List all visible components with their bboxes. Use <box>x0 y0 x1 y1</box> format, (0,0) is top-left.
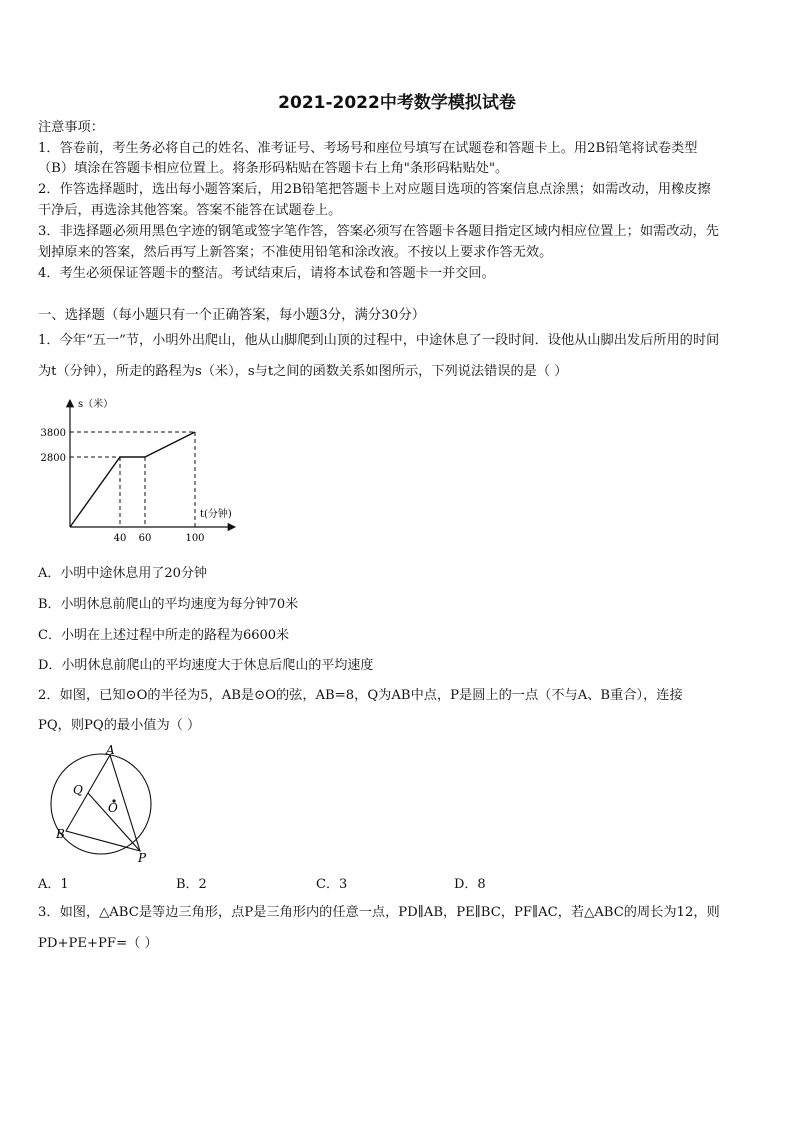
q1-option-d: D．小明休息前爬山的平均速度大于休息后爬山的平均速度 <box>38 658 374 673</box>
triangle-abp <box>66 755 140 851</box>
label-p: P <box>138 851 147 865</box>
notes-line: 划掉原来的答案，然后再写上新答案；不准使用铅笔和涂改液。不按以上要求作答无效。 <box>38 245 553 260</box>
q2-option-c: C．3 <box>316 877 348 892</box>
notes-line: 3．非选择题必须用黑色字迹的钢笔或签字笔作答，答案必须写在答题卡各题目指定区域内相应位置上；如需改动，先 <box>38 224 719 239</box>
q3-stem-line1: 3．如图，△ABC是等边三角形，点P是三角形内的任意一点，PD∥AB，PE∥BC，PF∥AC，若△ABC的周长为12，则 <box>38 905 720 920</box>
label-b: B <box>56 827 65 841</box>
section-heading: 一、选择题（每小题只有一个正确答案，每小题3分，满分30分） <box>38 308 426 323</box>
x-tick-label: 40 <box>113 533 127 544</box>
notes-line: 1．答卷前，考生务必将自己的姓名、准考证号、考场号和座位号填写在试题卷和答题卡上。用2B铅笔将试卷类型 <box>38 141 698 156</box>
label-a: A <box>106 743 115 757</box>
series-line <box>70 432 195 527</box>
q1-graph <box>30 392 250 550</box>
y-tick-label: 3800 <box>40 428 66 439</box>
notes-line: （B）填涂在答题卡相应位置上。将条形码粘贴在答题卡右上角"条形码粘贴处"。 <box>38 161 509 176</box>
q3-stem-line2: PD+PE+PF=（ ） <box>38 936 158 951</box>
q2-stem-line1: 2．如图，已知⊙O的半径为5，AB是⊙O的弦，AB=8，Q为AB中点，P是圆上的一点（不与A、B重合），连接 <box>38 688 683 703</box>
x-tick-label: 100 <box>185 533 205 544</box>
label-q: Q <box>73 783 83 797</box>
q2-option-a: A．1 <box>38 877 69 892</box>
y-tick-label: 2800 <box>40 453 66 464</box>
page-title: 2021-2022中考数学模拟试卷 <box>278 93 516 113</box>
label-o: O <box>108 801 118 815</box>
q1-option-a: A．小明中途休息用了20分钟 <box>38 566 207 581</box>
q1-stem-line1: 1．今年“五一”节，小明外出爬山，他从山脚爬到山顶的过程中，中途休息了一段时间．设他从山脚出发后所用的时间 <box>38 333 720 348</box>
q2-option-d: D．8 <box>454 877 486 892</box>
notes-line: 2．作答选择题时，选出每小题答案后，用2B铅笔把答题卡上对应题目选项的答案信息点涂黑；如需改动，用橡皮擦 <box>38 182 711 197</box>
q2-circle-figure <box>44 740 174 865</box>
notes-line: 4．考生必须保证答题卡的整洁。考试结束后，请将本试卷和答题卡一并交回。 <box>38 266 495 281</box>
y-axis-label: s（米） <box>78 399 114 410</box>
notes-line: 干净后，再选涂其他答案。答案不能答在试题卷上。 <box>38 203 342 218</box>
notes-heading: 注意事项： <box>38 120 104 135</box>
q1-option-c: C．小明在上述过程中所走的路程为6600米 <box>38 628 290 643</box>
x-tick-label: 60 <box>138 533 152 544</box>
q1-option-b: B．小明休息前爬山的平均速度为每分钟70米 <box>38 597 299 612</box>
q2-option-b: B．2 <box>176 877 207 892</box>
x-axis-label: t(分钟) <box>200 509 232 520</box>
q2-stem-line2: PQ，则PQ的最小值为（ ） <box>38 718 201 733</box>
q1-stem-line2: 为t（分钟），所走的路程为s（米），s与t之间的函数关系如图所示，下列说法错误的是（ ） <box>38 364 568 379</box>
